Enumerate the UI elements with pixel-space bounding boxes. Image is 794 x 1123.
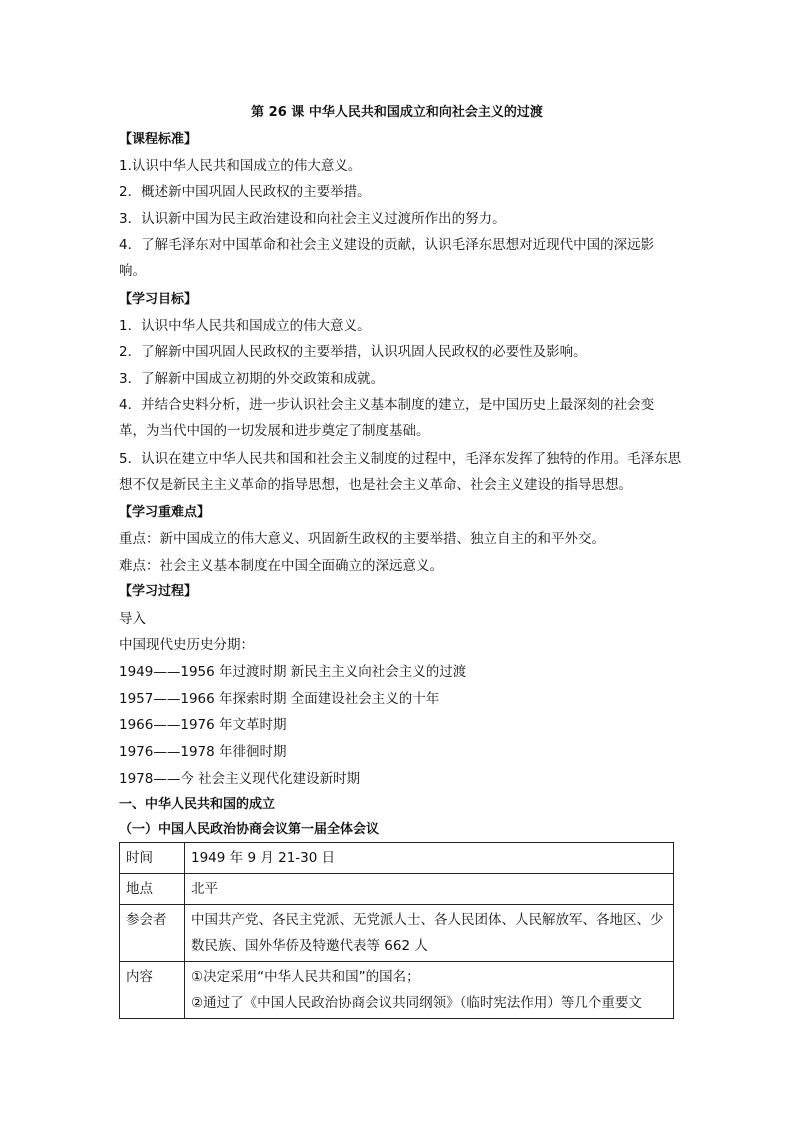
- part-one-heading: 一、中华人民共和国的成立: [119, 797, 276, 812]
- goal-item-1: 1．认识中华人民共和国成立的伟大意义。: [119, 318, 371, 334]
- goal-item-3: 3．了解新中国成立初期的外交政策和成就。: [119, 371, 385, 387]
- periods-title: 中国现代史历史分期：: [119, 637, 254, 653]
- period-item: 1957——1966 年探索时期 全面建设社会主义的十年: [119, 691, 440, 707]
- table-label-attendees: 参会者: [120, 905, 185, 962]
- goal-item-5: 5．认识在建立中华人民共和国和社会主义制度的过程中，毛泽东发挥了独特的作用。毛泽东思想不仅是新民主主义革命的指导思想，也是社会主义革命、社会主义建设的指导思想。: [119, 451, 682, 493]
- table-value-attendees: 中国共产党、各民主党派、无党派人士、各人民团体、人民解放军、各地区、少数民族、国外华侨及特邀代表等 662 人: [185, 905, 674, 962]
- section-heading-goals: 【学习目标】: [119, 292, 198, 307]
- intro-label: 导入: [119, 611, 146, 627]
- content-line: ②通过了《中国人民政治协商会议共同纲领》（临时宪法作用）等几个重要文: [191, 995, 642, 1011]
- curriculum-item-2: 2．概述新中国巩固人民政权的主要举措。: [119, 184, 371, 200]
- sub-one-heading: （一）中国人民政治协商会议第一届全体会议: [119, 822, 380, 837]
- section-heading-keypoints: 【学习重难点】: [119, 505, 211, 520]
- period-item: 1949——1956 年过渡时期 新民主主义向社会主义的过渡: [119, 664, 467, 680]
- curriculum-item-4: 4．了解毛泽东对中国革命和社会主义建设的贡献，认识毛泽东思想对近现代中国的深远影响。: [119, 237, 655, 279]
- table-label-time: 时间: [120, 843, 185, 874]
- table-label-place: 地点: [120, 874, 185, 905]
- conference-info-table: [119, 842, 674, 1019]
- difficult-point: 难点：社会主义基本制度在中国全面确立的深远意义。: [119, 558, 443, 574]
- period-item: 1966——1976 年文革时期: [119, 717, 287, 733]
- table-row: [120, 843, 674, 874]
- table-label-content: 内容: [120, 962, 185, 1019]
- table-value-time: 1949 年 9 月 21-30 日: [185, 843, 674, 874]
- page-title: 第 26 课 中华人民共和国成立和向社会主义的过渡: [251, 105, 543, 120]
- period-item: 1978——今 社会主义现代化建设新时期: [119, 771, 361, 787]
- table-row: [120, 874, 674, 905]
- table-value-content: [185, 962, 674, 1019]
- goal-item-2: 2．了解新中国巩固人民政权的主要举措，认识巩固人民政权的必要性及影响。: [119, 344, 587, 360]
- table-row: [120, 905, 674, 962]
- period-item: 1976——1978 年徘徊时期: [119, 744, 287, 760]
- curriculum-item-1: 1.认识中华人民共和国成立的伟大意义。: [119, 158, 362, 174]
- section-heading-curriculum: 【课程标准】: [119, 132, 198, 147]
- table-row: [120, 962, 674, 1019]
- curriculum-item-3: 3．认识新中国为民主政治建设和向社会主义过渡所作出的努力。: [119, 211, 506, 227]
- table-value-place: 北平: [185, 874, 674, 905]
- content-line: ①决定采用“中华人民共和国”的国名；: [191, 969, 420, 985]
- section-heading-process: 【学习过程】: [119, 584, 198, 599]
- goal-item-4: 4．并结合史料分析，进一步认识社会主义基本制度的建立，是中国历史上最深刻的社会变革，为当代中国的一切发展和进步奠定了制度基础。: [119, 397, 655, 439]
- key-point: 重点：新中国成立的伟大意义、巩固新生政权的主要举措、独立自主的和平外交。: [119, 531, 605, 547]
